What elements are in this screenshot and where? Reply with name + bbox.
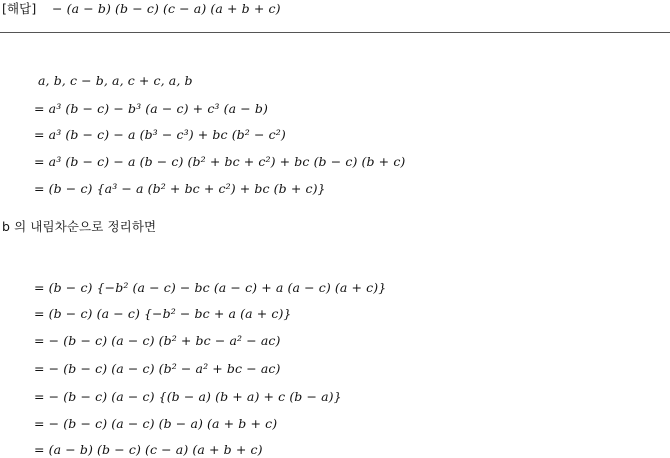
header-divider — [0, 32, 670, 33]
derivation-step: = a³ (b − c) − a (b³ − c³) + bc (b² − c²) — [34, 127, 286, 142]
derivation-step: = a³ (b − c) − b³ (a − c) + c³ (a − b) — [34, 101, 268, 116]
derivation-step: = (a − b) (b − c) (c − a) (a + b + c) — [34, 442, 263, 457]
answer-label: [해답] — [2, 1, 37, 16]
derivation-step: = − (b − c) (a − c) (b² + bc − a² − ac) — [34, 333, 281, 348]
intro-line: a, b, c − b, a, c + c, a, b — [38, 73, 193, 88]
derivation-step: = (b − c) (a − c) {−b² − bc + a (a + c)} — [34, 306, 292, 321]
derivation-step: = − (b − c) (a − c) (b − a) (a + b + c) — [34, 416, 278, 431]
answer-expression: − (a − b) (b − c) (c − a) (a + b + c) — [52, 1, 281, 16]
derivation-step: = − (b − c) (a − c) (b² − a² + bc − ac) — [34, 361, 281, 376]
rearrangement-note: b 의 내림차순으로 정리하면 — [2, 219, 157, 234]
derivation-step: = a³ (b − c) − a (b − c) (b² + bc + c²) + bc (b − c) (b + c) — [34, 154, 406, 169]
derivation-step: = (b − c) {−b² (a − c) − bc (a − c) + a (a − c) (a + c)} — [34, 280, 387, 295]
derivation-step: = − (b − c) (a − c) {(b − a) (b + a) + c (b − a)} — [34, 389, 342, 404]
derivation-step: = (b − c) {a³ − a (b² + bc + c²) + bc (b + c)} — [34, 181, 326, 196]
